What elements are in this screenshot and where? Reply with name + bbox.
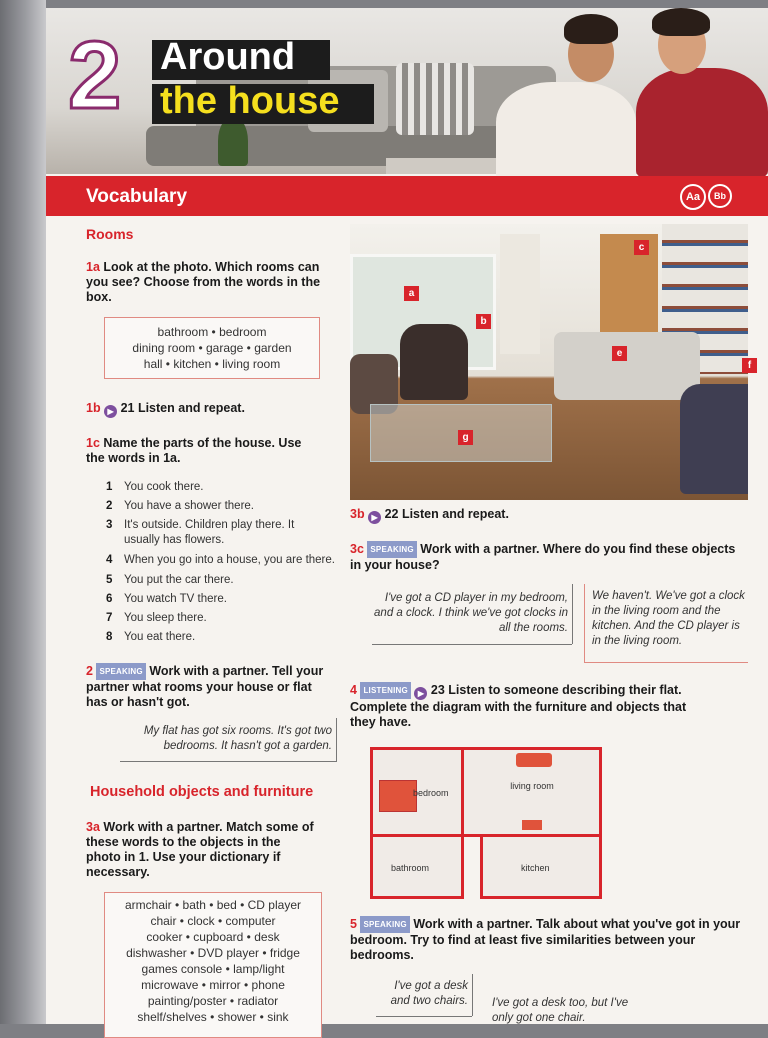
exercise-number: 3b <box>350 507 365 521</box>
plan-room-living <box>461 747 602 837</box>
photo-label: e <box>612 346 627 361</box>
household-heading: Household objects and furniture <box>90 784 314 800</box>
word-box-line: painting/poster • radiator <box>147 994 279 1008</box>
exercise-1b <box>86 401 336 418</box>
plan-room-bathroom <box>370 834 464 899</box>
exercise-1c <box>86 436 316 466</box>
sentence-text: It's outside. Children play there. It usually has flowers. <box>124 519 295 546</box>
sentence-item <box>106 518 296 548</box>
speech-bubble: I've got a desk too, but I've only got one chair. <box>492 997 629 1024</box>
plan-room-label: bedroom <box>413 788 449 798</box>
word-box-line: hall • kitchen • living room <box>143 357 281 371</box>
exercise-instruction: Look at the photo. Which rooms can you see? Choose from the words in the box. <box>86 260 321 304</box>
plan-room-label: bathroom <box>391 863 430 873</box>
floor-plan-diagram <box>370 747 602 899</box>
audio-play-icon[interactable]: ▶ <box>414 687 427 700</box>
coffee-table <box>386 158 496 174</box>
sentence-text: You cook there. <box>124 481 204 493</box>
word-box-line: microwave • mirror • phone <box>141 978 285 992</box>
bubble-border <box>376 1016 472 1017</box>
word-box-line: bathroom • bedroom <box>157 325 267 339</box>
sofa <box>554 332 700 400</box>
sentence-number: 5 <box>106 574 113 586</box>
word-box-line: chair • clock • computer <box>150 914 276 928</box>
bubble-border <box>372 644 572 645</box>
rooms-heading: Rooms <box>86 226 134 242</box>
exercise-number: 5 <box>350 917 357 931</box>
sentence-text: You sleep there. <box>124 612 207 624</box>
plan-room-label: living room <box>510 781 554 791</box>
textbook-page <box>46 8 768 1024</box>
exercise-2 <box>86 663 336 710</box>
exercise-number: 3a <box>86 820 100 834</box>
sentence-item <box>106 480 204 495</box>
person-hair <box>652 8 710 36</box>
unit-title-line1: Around <box>160 36 296 78</box>
exercise-3b <box>350 507 650 524</box>
sentence-text: You watch TV there. <box>124 593 227 605</box>
bubble-border <box>472 974 473 1016</box>
sentence-item <box>106 573 234 588</box>
exercise-instruction: Work with a partner. Where do you find these objects in your house? <box>350 542 736 572</box>
word-box-line: cooker • cupboard • desk <box>146 930 280 944</box>
speech-bubble: I've got a desk and two chairs. <box>390 980 468 1007</box>
sentence-number: 1 <box>106 481 113 493</box>
speech-bubble: I've got a CD player in my bedroom, and a clock. I think we've got clocks in all the rooms. <box>374 592 568 634</box>
book-spine <box>0 0 46 1024</box>
person-white-shirt <box>496 82 636 182</box>
sentence-number: 6 <box>106 593 113 605</box>
sofa-icon <box>516 753 552 767</box>
bubble-border <box>584 584 585 662</box>
word-box-line: dining room • garage • garden <box>132 341 292 355</box>
speaking-tag: SPEAKING <box>96 663 145 680</box>
tv-icon <box>522 820 542 830</box>
bed-icon <box>379 780 417 812</box>
sentence-number: 7 <box>106 612 113 624</box>
exercise-instruction: Listen and repeat. <box>137 401 245 415</box>
unit-number: 2 <box>68 22 122 129</box>
exercise-instruction: Listen and repeat. <box>401 507 509 521</box>
section-title: Vocabulary <box>86 186 188 207</box>
unit-title-line2: the house <box>160 80 340 122</box>
exercise-instruction: Work with a partner. Talk about what you've got in your bedroom. Try to find at least five similarities between your bedrooms. <box>350 917 741 962</box>
sentence-item <box>106 630 195 645</box>
photo-label: b <box>476 314 491 329</box>
vocabulary-badge-icon: Aa <box>680 184 706 210</box>
armchair <box>400 324 468 400</box>
photo-label: a <box>404 286 419 301</box>
sentence-text: You put the car there. <box>124 574 234 586</box>
word-box-line: games console • lamp/light <box>141 962 285 976</box>
sentence-number: 4 <box>106 554 113 566</box>
exercise-3c <box>350 541 738 573</box>
bubble-border <box>572 584 573 644</box>
sentence-text: When you go into a house, you are there. <box>124 554 335 566</box>
exercise-number: 1a <box>86 260 100 274</box>
sentence-item <box>106 553 335 568</box>
sentence-item <box>106 592 227 607</box>
word-box-line: shelf/shelves • shower • sink <box>137 1010 289 1024</box>
track-number: 23 <box>430 683 445 697</box>
bubble-border <box>584 662 748 663</box>
photo-label: c <box>634 240 649 255</box>
vocabulary-badge-icon: Bb <box>708 184 732 208</box>
person-red-hoodie <box>636 68 768 178</box>
audio-play-icon[interactable]: ▶ <box>368 511 381 524</box>
plan-room-bedroom <box>370 747 464 837</box>
speech-bubble: We haven't. We've got a clock in the living room and the kitchen. And the CD player is in the living room. <box>592 590 745 647</box>
plan-room-kitchen <box>480 834 602 899</box>
exercise-number: 2 <box>86 664 93 678</box>
household-word-box <box>104 892 322 1038</box>
exercise-3a <box>86 820 316 880</box>
sentence-number: 3 <box>106 519 113 531</box>
speaking-tag: SPEAKING <box>367 541 416 558</box>
striped-cushion <box>396 63 474 135</box>
exercise-instruction: Name the parts of the house. Use the words in 1a. <box>86 436 302 465</box>
sentence-text: You have a shower there. <box>124 500 254 512</box>
plan-room-label: kitchen <box>521 863 550 873</box>
exercise-1a <box>86 260 336 305</box>
word-box-line: armchair • bath • bed • CD player <box>124 898 301 912</box>
photo-label: g <box>458 430 473 445</box>
exercise-instruction: Work with a partner. Match some of these words to the objects in the photo in 1. Use your dictionary if necessary. <box>86 820 314 879</box>
bubble-border <box>120 761 336 762</box>
track-number: 22 <box>384 507 399 521</box>
living-room-photo <box>350 224 752 500</box>
exercise-5 <box>350 916 746 963</box>
exercise-instruction: Listen to someone describing their flat. Complete the diagram with the furniture and objects that they have. <box>350 683 687 729</box>
speech-bubble: My flat has got six rooms. It's got two bedrooms. It hasn't got a garden. <box>143 725 332 752</box>
exercise-4 <box>350 682 710 730</box>
track-number: 21 <box>120 401 135 415</box>
word-box-line: dishwasher • DVD player • fridge <box>126 946 300 960</box>
audio-play-icon[interactable]: ▶ <box>104 405 117 418</box>
photo-label: f <box>742 358 757 373</box>
rooms-word-box <box>104 317 320 379</box>
person-hair <box>564 14 618 44</box>
exercise-number: 1c <box>86 436 100 450</box>
listening-tag: LISTENING <box>360 682 410 699</box>
sentence-text: You eat there. <box>124 631 196 643</box>
exercise-number: 4 <box>350 683 357 697</box>
exercise-number: 3c <box>350 542 364 556</box>
sentence-number: 8 <box>106 631 113 643</box>
sentence-number: 2 <box>106 500 113 512</box>
sentence-item <box>106 499 254 514</box>
bubble-border <box>336 718 337 762</box>
speaking-tag: SPEAKING <box>360 916 409 933</box>
sentence-item <box>106 611 207 626</box>
tree-painting <box>600 234 658 334</box>
curtain <box>500 234 540 354</box>
exercise-number: 1b <box>86 401 101 415</box>
exercise-instruction: Work with a partner. Tell your partner what rooms your house or flat has or hasn't got. <box>86 664 324 709</box>
chair <box>680 384 748 494</box>
